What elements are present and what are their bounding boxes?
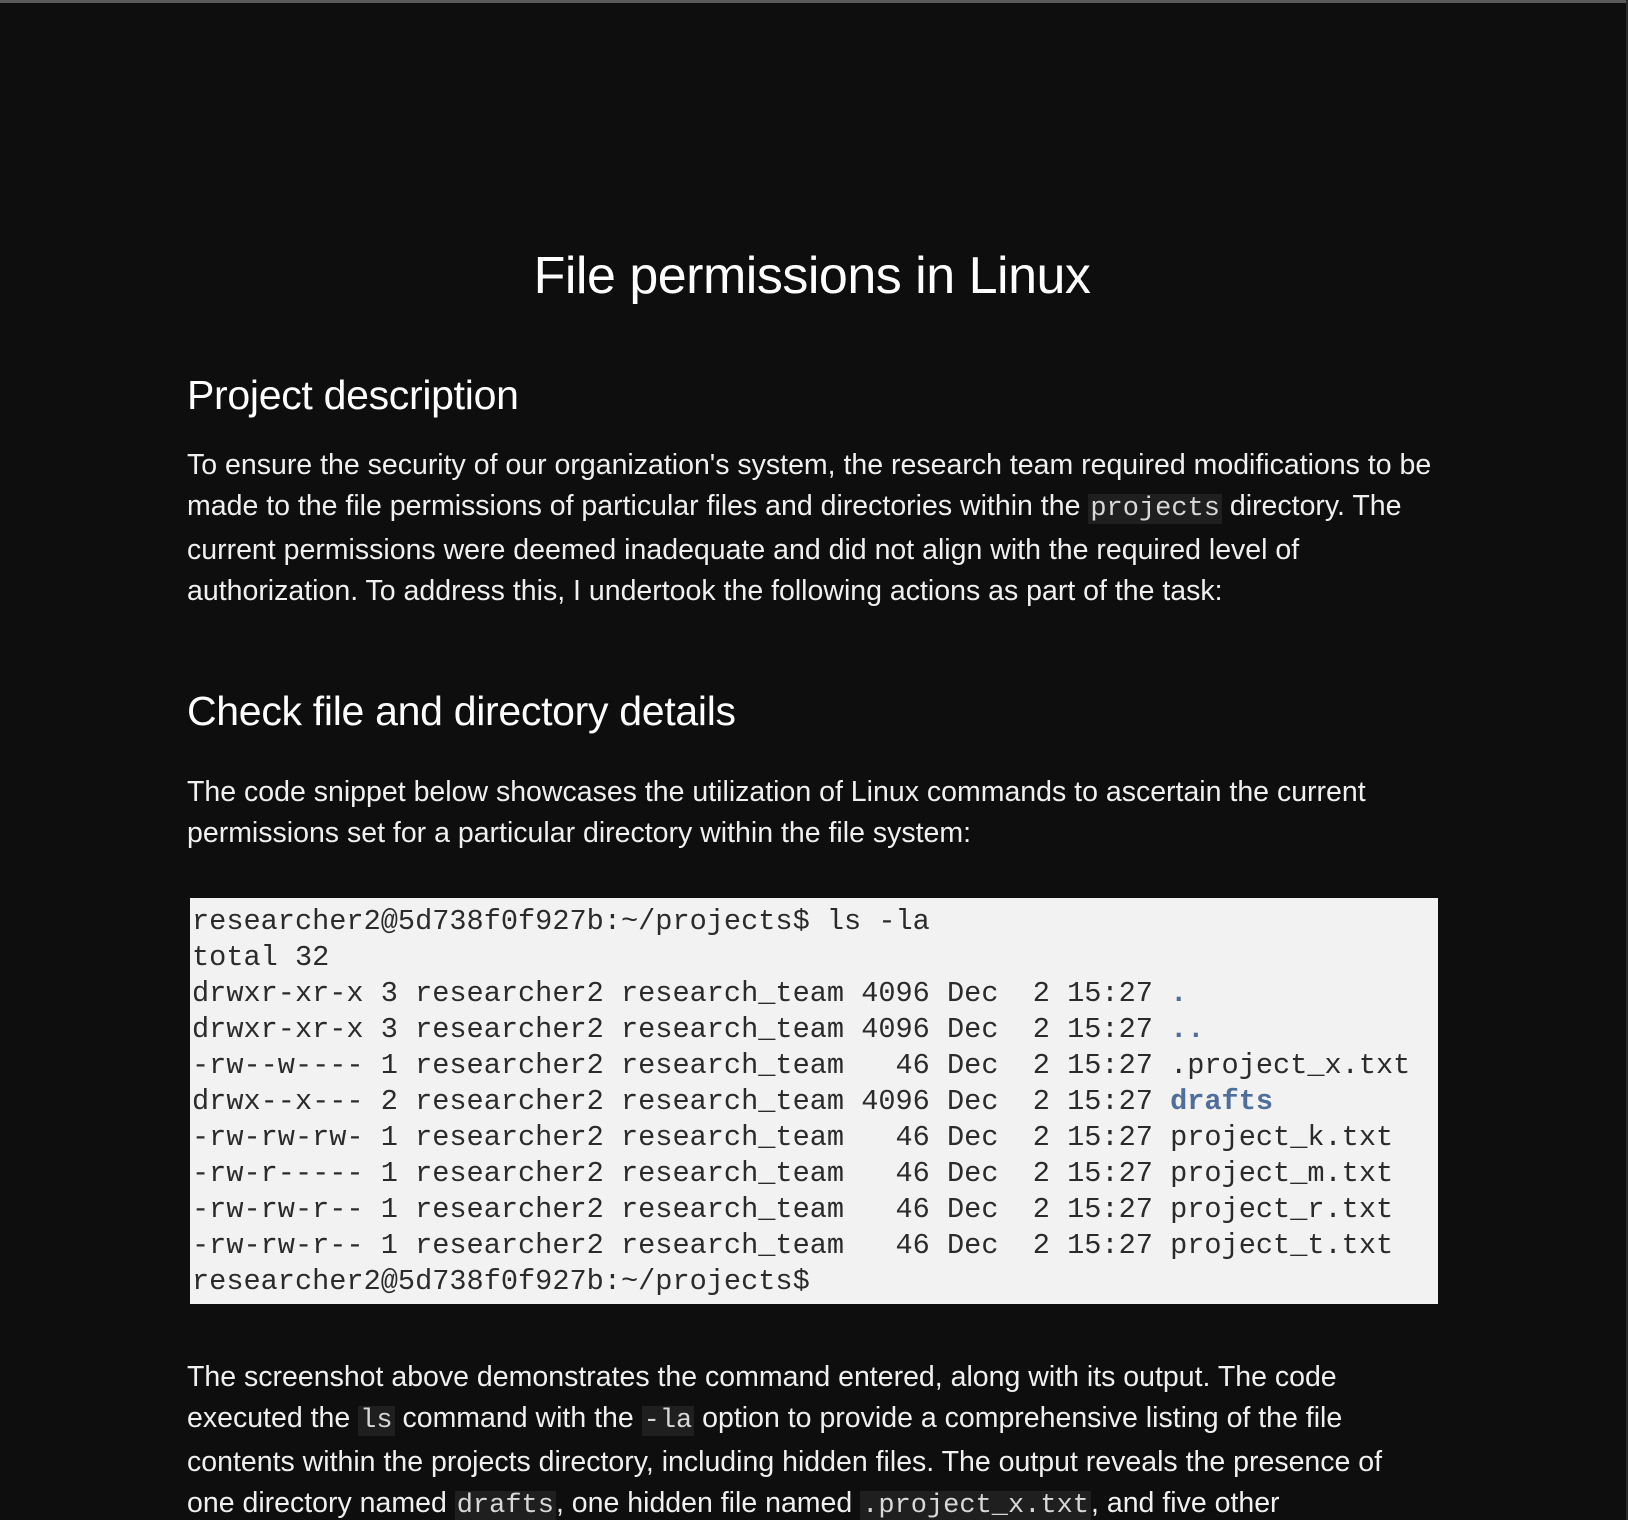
terminal-row-meta: -rw-rw-r-- 1 researcher2 research_team 46 Dec 2 15:27 xyxy=(192,1193,1171,1226)
terminal-listing-row xyxy=(192,1012,1438,1048)
paragraph-after-screenshot xyxy=(187,1357,1437,1520)
terminal-row-meta: -rw-rw-rw- 1 researcher2 research_team 46 Dec 2 15:27 xyxy=(192,1121,1171,1154)
inline-code-la: -la xyxy=(643,1406,693,1436)
terminal-listing-row xyxy=(192,976,1438,1012)
terminal-row-meta: -rw--w---- 1 researcher2 research_team 46 Dec 2 15:27 xyxy=(192,1049,1171,1082)
heading-project-description: Project description xyxy=(187,372,519,418)
terminal-listing-row xyxy=(192,1156,1438,1192)
text-run: option to provide a comprehensive listing of the file contents within the projects directory, including hidden files. The output reveals the presence of one directory named xyxy=(187,1402,1383,1519)
terminal-row-meta: drwx--x--- 2 researcher2 research_team 4096 Dec 2 15:27 xyxy=(192,1085,1171,1118)
terminal-directory-name: .. xyxy=(1170,1013,1205,1046)
terminal-screenshot xyxy=(190,898,1438,1304)
terminal-row-meta: -rw-r----- 1 researcher2 research_team 46 Dec 2 15:27 xyxy=(192,1157,1171,1190)
terminal-row-meta: drwxr-xr-x 3 researcher2 research_team 4096 Dec 2 15:27 xyxy=(192,977,1171,1010)
terminal-directory-name: . xyxy=(1170,977,1188,1010)
text-run: command with the xyxy=(394,1402,642,1434)
terminal-row-meta: -rw-rw-r-- 1 researcher2 research_team 46 Dec 2 15:27 xyxy=(192,1229,1171,1262)
text-run: To ensure the security of our organization's system, the research team required modifications to be made to the file permissions of particular files and directories within the xyxy=(187,449,1432,522)
text-run: directory. The current permissions were deemed inadequate and did not align with the required level of authorization. To address this, I undertook the following actions as part of the task: xyxy=(187,490,1402,607)
text-run: , one hidden file named xyxy=(555,1487,861,1519)
terminal-row-meta: drwxr-xr-x 3 researcher2 research_team 4096 Dec 2 15:27 xyxy=(192,1013,1171,1046)
terminal-file-name: project_t.txt xyxy=(1170,1229,1394,1262)
inline-code-drafts: drafts xyxy=(456,1491,554,1520)
terminal-listing xyxy=(192,976,1438,1264)
terminal-total-line: total 32 xyxy=(192,941,330,974)
inline-code-ls: ls xyxy=(360,1406,393,1436)
terminal-file-name: .project_x.txt xyxy=(1170,1049,1411,1082)
terminal-listing-row xyxy=(192,1228,1438,1264)
document-title: File permissions in Linux xyxy=(533,247,1091,305)
terminal-listing-row xyxy=(192,1048,1438,1084)
text-run: , and five other xyxy=(1091,1487,1280,1519)
terminal-file-name: project_k.txt xyxy=(1170,1121,1394,1154)
terminal-prompt-line: researcher2@5d738f0f927b:~/projects$ ls -la xyxy=(192,905,930,938)
inline-code-projects: projects xyxy=(1090,494,1220,524)
inline-code-project-x: .project_x.txt xyxy=(862,1491,1090,1520)
terminal-listing-row xyxy=(192,1192,1438,1228)
text-run: The screenshot above demonstrates the command entered, along with its output. The code executed the xyxy=(187,1361,1337,1434)
paragraph-project-description xyxy=(187,445,1437,612)
terminal-file-name: project_r.txt xyxy=(1170,1193,1394,1226)
paragraph-check-details: The code snippet below showcases the utilization of Linux commands to ascertain the current permissions set for a particular directory within the file system: xyxy=(187,776,1366,849)
terminal-directory-name: drafts xyxy=(1170,1085,1274,1118)
window-top-border xyxy=(0,0,1628,3)
terminal-file-name: project_m.txt xyxy=(1170,1157,1394,1190)
terminal-listing-row xyxy=(192,1120,1438,1156)
terminal-output xyxy=(190,898,1438,1300)
terminal-listing-row xyxy=(192,1084,1438,1120)
heading-check-details: Check file and directory details xyxy=(187,688,736,734)
terminal-end-prompt: researcher2@5d738f0f927b:~/projects$ xyxy=(192,1265,810,1298)
